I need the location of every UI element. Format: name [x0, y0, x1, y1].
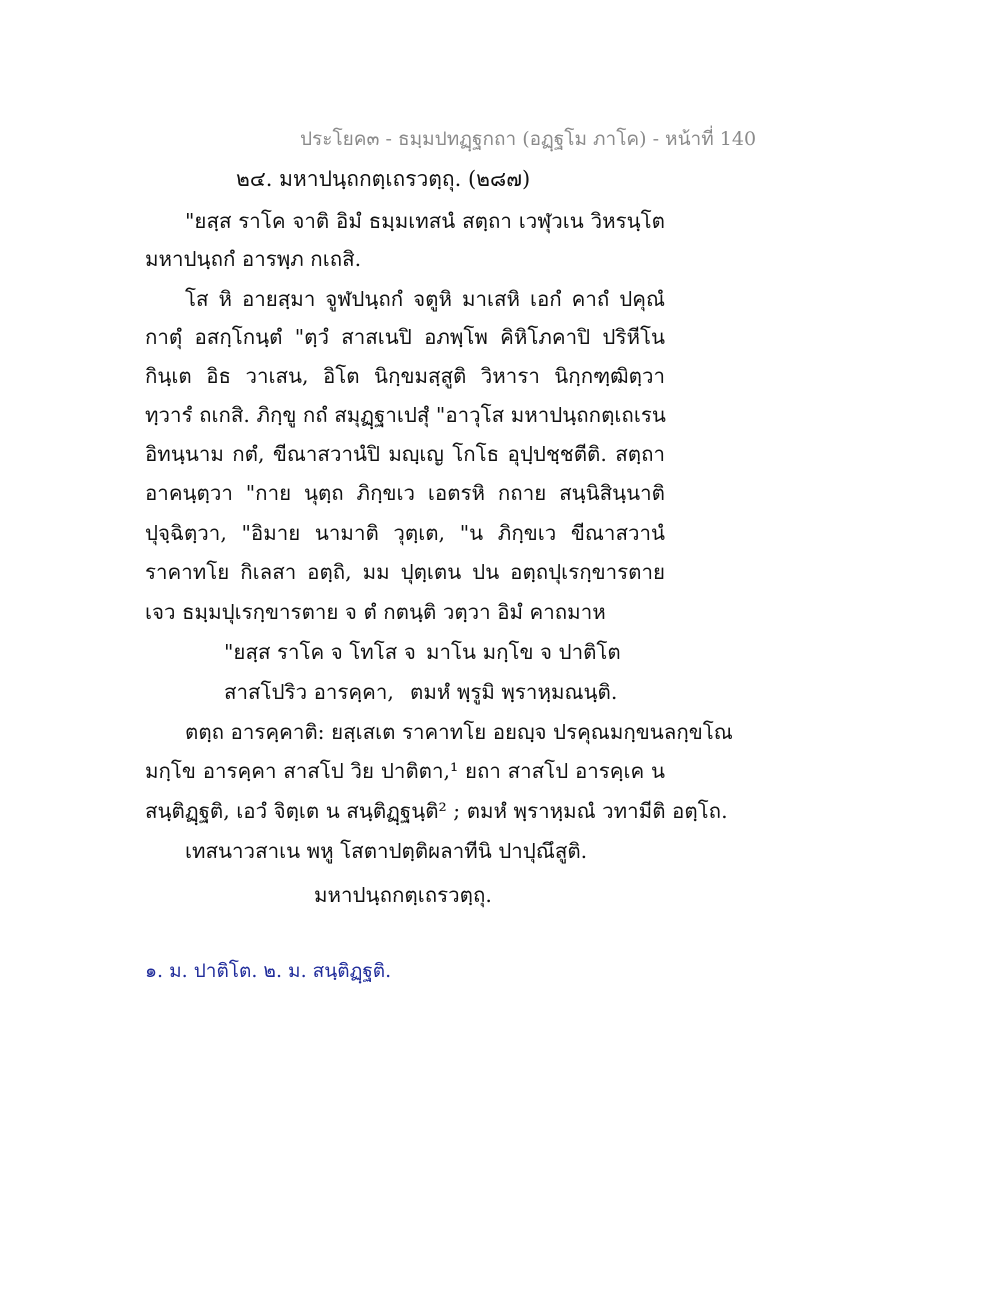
- story-end-title: มหาปนฺถกตฺเถรวตฺถุ.: [314, 883, 492, 907]
- body-line: "ยสฺส ราโค จาติ อิมํ ธมฺมเทสนํ สตฺถา เวฬุวเน วิหรนฺโต: [185, 209, 665, 233]
- verse-line-1a: "ยสฺส ราโค จ โทโส จ: [224, 640, 416, 664]
- verse-line-1b: มาโน มกฺโข จ ปาติโต: [426, 640, 621, 664]
- story-title: ๒๔. มหาปนฺถกตฺเถรวตฺถุ. (๒๘๗): [236, 167, 531, 191]
- body-line: เจว ธมฺมปุเรกฺขารตาย จ ตํ กตนฺติ วตฺวา อิมํ คาถมาห: [145, 600, 606, 624]
- page-header: ประโยค๓ - ธมฺมปทฏฺฐกถา (อฏฺฐโม ภาโค) - หน้าที่ 140: [300, 128, 757, 150]
- body-line: อาคนฺตฺวา "กาย นุตฺถ ภิกฺขเว เอตรหิ กถาย สนฺนิสินฺนาติ: [145, 481, 665, 505]
- body-line: โส หิ อายสฺมา จูฬปนฺถกํ จตูหิ มาเสหิ เอกํ คาถํ ปคุณํ: [185, 287, 665, 311]
- commentary-line: มกฺโข อารคฺคา สาสโป วิย ปาติตา,¹ ยถา สาสโป อารคฺเค น: [145, 759, 665, 783]
- body-line: กินฺเต อิธ วาเสน, อิโต นิกฺขมสฺสูติ วิหารา นิกฺกฑฺฒิตฺวา: [145, 364, 665, 388]
- body-line: ปุจฺฉิตฺวา, "อิมาย นามาติ วุตฺเต, "น ภิกฺขเว ขีณาสวานํ: [145, 521, 665, 545]
- body-line: ทฺวารํ ถเกสิ. ภิกฺขู กถํ สมุฏฺฐาเปสุํ "อาวุโส มหาปนฺถกตฺเถเรน: [145, 403, 666, 427]
- body-line: ราคาทโย กิเลสา อตฺถิ, มม ปุตฺเตน ปน อตฺถปุเรกฺขารตาย: [145, 560, 665, 584]
- body-line: มหาปนฺถกํ อารพฺภ กเถสิ.: [145, 247, 362, 271]
- body-line: อิทนฺนาม กตํ, ขีณาสวานํปิ มญฺเญ โกโธ อุปฺปชฺชตีติ. สตฺถา: [145, 442, 665, 466]
- commentary-line: ตตฺถ อารคฺคาติ: ยสฺเสเต ราคาทโย อยญฺจ ปรคุณมกฺขนลกฺขโณ: [185, 720, 733, 744]
- commentary-line: สนฺติฏฺฐติ, เอวํ จิตฺเต น สนฺติฏฺฐนฺติ² ; ตมหํ พฺราหฺมณํ วทามีติ อตฺโถ.: [145, 799, 728, 823]
- verse-line-2a: สาสโปริว อารคฺคา,: [224, 680, 394, 704]
- footnote: ๑. ม. ปาติโต. ๒. ม. สนฺติฏฺฐติ.: [145, 960, 392, 982]
- commentary-line: เทสนาวสาเน พหู โสตาปตฺติผลาทีนิ ปาปุณึสูติ.: [185, 839, 588, 863]
- body-line: กาตุํ อสกฺโกนฺตํ "ตฺวํ สาสเนปิ อภพฺโพ คิหิโภคาปิ ปริหีโน: [145, 325, 665, 349]
- verse-line-2b: ตมหํ พฺรูมิ พฺราหฺมณนฺติ.: [410, 680, 618, 704]
